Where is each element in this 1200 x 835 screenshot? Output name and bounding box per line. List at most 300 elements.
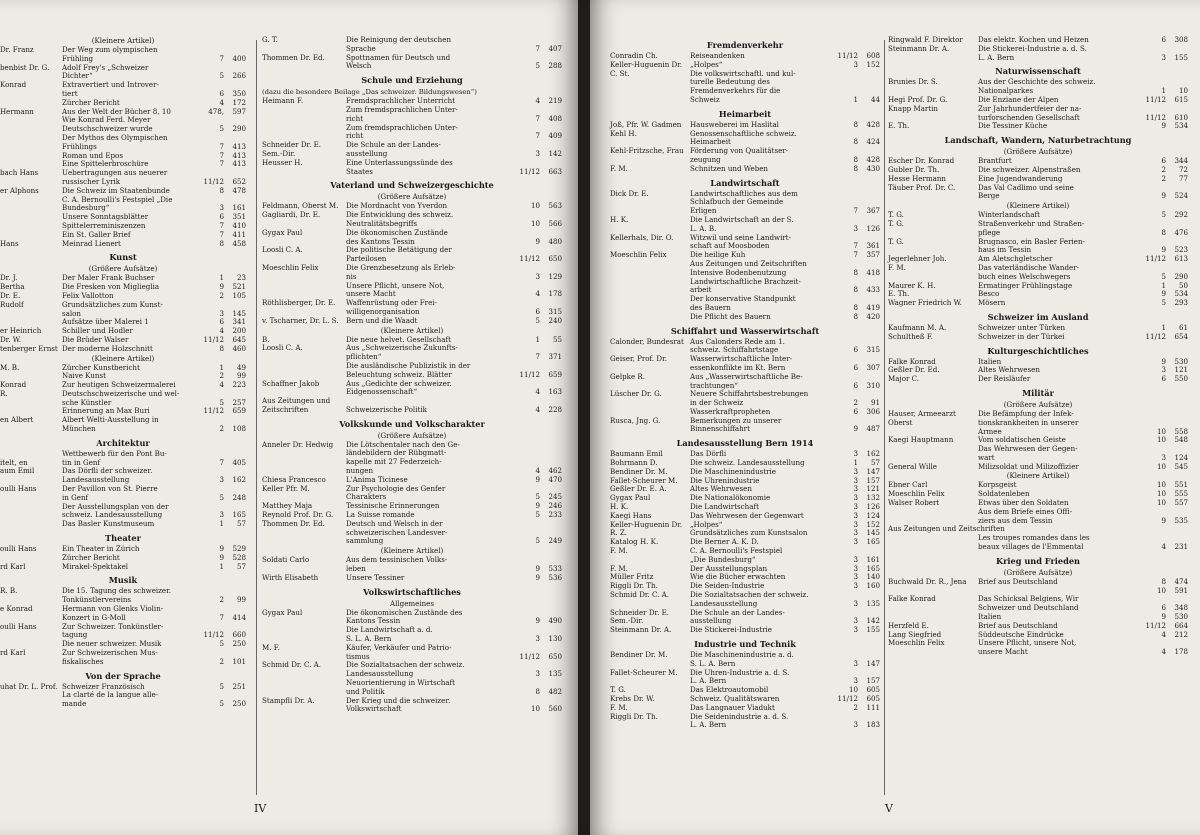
- entry-title: München: [62, 424, 96, 434]
- entry-issue-number: 1: [853, 458, 858, 468]
- entry-author: R. Z.: [610, 528, 627, 538]
- entry-title: in Genf: [62, 492, 89, 502]
- entry-title: Straßenverkehr und Straßen-: [978, 218, 1085, 228]
- entry-page-number: 50: [1178, 280, 1188, 290]
- entry-title: Schiller und Hodler: [62, 326, 133, 336]
- entry-page-number: 23: [236, 273, 246, 283]
- entry-author: T. G.: [610, 685, 626, 695]
- index-entry: [610, 165, 880, 174]
- entry-author: Fallet-Scheurer M.: [610, 667, 678, 677]
- entry-issue-number: 3: [853, 502, 858, 512]
- entry-author: rd Karl: [0, 648, 26, 658]
- index-entry: [0, 390, 246, 399]
- entry-title: Mirakel-Spektakel: [62, 561, 129, 571]
- entry-title: Armee: [978, 426, 1002, 436]
- index-entry: [262, 124, 562, 133]
- entry-title: salon: [62, 308, 81, 318]
- entry-issue-number: 7: [535, 113, 540, 123]
- index-entry: [262, 574, 562, 583]
- entry-page-number: 290: [232, 124, 246, 134]
- index-entry: [262, 282, 562, 291]
- entry-author: Schmid Dr. C. A.: [610, 590, 670, 600]
- entry-title: Frühling: [62, 53, 94, 63]
- entry-page-number: 121: [866, 484, 880, 494]
- index-entry: [262, 168, 562, 177]
- entry-page-number: 529: [232, 544, 246, 554]
- index-entry: [0, 658, 246, 667]
- entry-issue-number: 11/12: [519, 651, 540, 661]
- entry-page-number: 165: [232, 510, 246, 520]
- entry-issue-number: 1: [219, 519, 224, 529]
- entry-title: Die Stickerei-Industrie: [690, 625, 772, 635]
- entry-title: turforschenden Gesellschaft: [978, 112, 1080, 122]
- section-heading: Volkskunde und Volkscharakter: [339, 418, 485, 429]
- entry-title: schaft auf Moosboden: [690, 241, 770, 251]
- entry-title: L'Anima Ticinese: [346, 474, 408, 484]
- entry-issue-number: 2: [853, 702, 858, 712]
- entry-issue-number: 11/12: [203, 630, 224, 640]
- entry-issue-number: 3: [853, 581, 858, 591]
- index-entry: [0, 450, 246, 459]
- entry-page-number: 57: [236, 519, 246, 529]
- entry-title: tagung: [62, 630, 88, 640]
- entry-author: Keller Pfr. M.: [262, 483, 310, 493]
- section-heading: Schule und Erziehung: [361, 75, 463, 86]
- entry-issue-number: 9: [1161, 612, 1166, 622]
- entry-title: L. A. Bern: [690, 676, 727, 686]
- index-entry: [888, 419, 1188, 428]
- entry-page-number: 413: [232, 159, 246, 169]
- entry-title: Der Maler Frank Buchser: [62, 273, 155, 283]
- entry-title: Zum fremdsprachlichen Unter-: [346, 104, 458, 114]
- entry-title: Die ausländische Publizistik in der: [346, 360, 471, 370]
- entry-author: Kellerhals, Dir. O.: [610, 232, 674, 242]
- entry-issue-number: 4: [535, 387, 540, 397]
- entry-issue-number: 1: [219, 273, 224, 283]
- section-heading: Kunst: [109, 252, 137, 263]
- entry-issue-number: 11/12: [203, 334, 224, 344]
- entry-title: tiert: [62, 88, 78, 98]
- entry-author: Bertha: [0, 282, 25, 292]
- entry-title: Süddeutsche Eindrücke: [978, 629, 1064, 639]
- entry-author: T. G.: [888, 210, 904, 220]
- entry-page-number: 407: [548, 43, 562, 53]
- entry-title: Unsere Sonntagsblätter: [62, 212, 149, 222]
- entry-author: benbist Dr. G.: [0, 62, 50, 72]
- entry-issue-number: 5: [219, 639, 224, 649]
- entry-issue-number: 9: [535, 616, 540, 626]
- entry-page-number: 111: [866, 702, 880, 712]
- entry-author: M. F.: [262, 642, 280, 652]
- entry-page-number: 172: [232, 97, 246, 107]
- entry-issue-number: 5: [535, 536, 540, 546]
- entry-page-number: 308: [1174, 35, 1188, 44]
- entry-title: Zum fremdsprachlichen Unter-: [346, 122, 458, 132]
- entry-title: Kantons Tessin: [346, 616, 401, 626]
- entry-title: Zur Psychologie des Genfer: [346, 483, 446, 493]
- entry-author: Loosli C. A.: [262, 343, 303, 353]
- entry-page-number: 140: [866, 572, 880, 582]
- entry-issue-number: 4: [1161, 629, 1166, 639]
- entry-title: Ein Theater in Zürich: [62, 544, 140, 554]
- entry-title: Winterlandschaft: [978, 210, 1040, 220]
- index-entry: [888, 463, 1188, 472]
- entry-author: itelt, en: [0, 457, 28, 467]
- entry-page-number: 145: [232, 308, 246, 318]
- entry-title: Genossenschaftliche schweiz.: [690, 128, 797, 138]
- entry-title: Altes Wehrwesen: [690, 484, 752, 494]
- index-entry: [888, 122, 1188, 131]
- entry-page-number: 157: [866, 676, 880, 686]
- entry-title: Spittelerreminiszenzen: [62, 220, 146, 230]
- entry-page-number: 478: [232, 185, 246, 195]
- entry-title: zeugung: [690, 154, 721, 164]
- section-subheading: (Größere Aufsätze): [1003, 147, 1073, 157]
- entry-title: Zürcher Bericht: [62, 97, 120, 107]
- section-heading: Heimarbeit: [718, 108, 772, 119]
- entry-author: Joß, Pfr. W. Gadmen: [610, 119, 682, 129]
- index-entry: [610, 278, 880, 287]
- entry-author: Hermann: [0, 106, 34, 116]
- index-entry: [888, 184, 1188, 193]
- entry-page-number: 315: [866, 345, 880, 355]
- entry-page-number: 160: [866, 581, 880, 591]
- entry-title: Zur Schweizerischen Mus-: [62, 648, 158, 658]
- entry-title: Wie Konrad Ferd. Meyer: [62, 115, 151, 125]
- entry-issue-number: 11/12: [1145, 94, 1166, 104]
- entry-issue-number: 4: [535, 404, 540, 414]
- entry-issue-number: 11/12: [519, 166, 540, 176]
- entry-title: des Kantons Tessin: [346, 236, 415, 246]
- index-entry: [610, 425, 880, 434]
- entry-page-number: 458: [232, 238, 246, 248]
- entry-page-number: 550: [1174, 374, 1188, 384]
- entry-issue-number: 2: [219, 290, 224, 300]
- entry-page-number: 161: [866, 554, 880, 564]
- entry-author: Moeschlin Felix: [610, 250, 667, 260]
- section-subheading: (Größere Aufsätze): [377, 430, 447, 440]
- entry-issue-number: 7: [535, 43, 540, 53]
- index-entry: [0, 90, 246, 99]
- entry-issue-number: 8: [219, 185, 224, 195]
- entry-author: Jegerlehner Joh.: [888, 254, 947, 264]
- entry-page-number: 310: [866, 380, 880, 390]
- entry-page-number: 315: [548, 306, 562, 316]
- section-subheading: (Größere Aufsätze): [88, 264, 158, 274]
- entry-issue-number: 4: [535, 96, 540, 106]
- entry-page-number: 105: [232, 290, 246, 300]
- section-heading: Kulturgeschichtliches: [987, 345, 1089, 356]
- entry-title: arbeit: [690, 285, 712, 295]
- index-entry: [0, 691, 246, 700]
- entry-title: Konzert in G-Moll: [62, 612, 126, 622]
- index-entry: [0, 649, 246, 658]
- entry-title: Das Dörfli: [690, 449, 727, 459]
- entry-author: Wirth Elisabeth: [262, 572, 319, 582]
- entry-author: Conradin Ch.: [610, 51, 658, 60]
- entry-title: buch eines Welschwegers: [978, 271, 1071, 281]
- entry-page-number: 142: [548, 148, 562, 158]
- entry-issue-number: 9: [219, 552, 224, 562]
- entry-author: Soldati Carlo: [262, 555, 310, 565]
- entry-issue-number: 6: [1161, 156, 1166, 166]
- entry-title: Eine Jugendwanderung: [978, 173, 1063, 183]
- index-entry: [888, 238, 1188, 247]
- index-entry: [0, 520, 246, 529]
- entry-author: Dr. W.: [0, 334, 22, 344]
- index-entry: [262, 406, 562, 415]
- entry-author: Krebs Dr. W.: [610, 694, 655, 703]
- entry-author: Oberst: [888, 417, 913, 427]
- entry-title: Die Brüder Walser: [62, 334, 129, 344]
- entry-page-number: 155: [1174, 52, 1188, 62]
- entry-title: Die Maschinenindustrie a. d.: [690, 650, 794, 660]
- section-heading: Industrie und Technik: [694, 639, 796, 650]
- index-entry: [262, 458, 562, 467]
- index-entry: [0, 700, 246, 709]
- entry-page-number: 548: [1174, 435, 1188, 445]
- entry-issue-number: 9: [1161, 515, 1166, 525]
- entry-title: Schweiz: [690, 94, 720, 104]
- entry-title: Der Mythos des Olympischen: [62, 132, 168, 142]
- entry-author: Aus Zeitungen und Zeitschriften: [888, 524, 1005, 534]
- section-subheading: Allgemeines: [390, 598, 434, 608]
- entry-title: Milizsoldat und Milizoffizier: [978, 461, 1079, 471]
- entry-issue-number: 3: [853, 475, 858, 485]
- index-entry: [0, 283, 246, 292]
- entry-title: kapelle mit 27 Federzeich-: [346, 457, 442, 467]
- entry-issue-number: 8: [853, 267, 858, 277]
- entry-issue-number: 11/12: [1145, 254, 1166, 264]
- entry-author: Matthey Maja: [262, 501, 313, 511]
- entry-author: Hauser, Armeearzt: [888, 408, 956, 418]
- entry-issue-number: 3: [853, 519, 858, 529]
- entry-page-number: 420: [866, 311, 880, 321]
- entry-title: Nationalparkes: [978, 86, 1034, 96]
- entry-title: Zur Schweizer. Tonkünstler-: [62, 621, 164, 631]
- entry-title: Die schweiz. Landesausstellung: [690, 458, 805, 468]
- entry-author: Rudolf: [0, 299, 24, 309]
- entry-title: Die Grenzbesetzung als Erleb-: [346, 262, 456, 272]
- entry-author: Moeschlin Felix: [888, 489, 945, 499]
- index-entry: [262, 609, 562, 618]
- entry-author: Stampfli Dr. A.: [262, 695, 315, 705]
- entry-page-number: 57: [236, 561, 246, 571]
- entry-title: Grundsätzliches zum Kunstsalon: [690, 528, 808, 538]
- entry-title: Hausweberei im Haslital: [690, 119, 779, 129]
- entry-author: Kaegi Hauptmann: [888, 435, 954, 445]
- entry-author: Geßler Dr. E. A.: [610, 484, 667, 494]
- entry-author: Calonder, Bundesrat: [610, 336, 684, 346]
- entry-author: Thommen Dr. Ed.: [262, 518, 325, 528]
- entry-title: Das Val Cadlimo und seine: [978, 182, 1074, 192]
- index-entry: [888, 54, 1188, 63]
- entry-title: schweizerischen Landesver-: [346, 527, 448, 537]
- entry-page-number: 405: [232, 457, 246, 467]
- entry-author: F. M.: [888, 262, 906, 272]
- entry-issue-number: 7: [535, 352, 540, 362]
- entry-title: Die Fresken von Miglieglia: [62, 282, 160, 292]
- entry-issue-number: 7: [219, 53, 224, 63]
- entry-page-number: 129: [548, 271, 562, 281]
- entry-page-number: 645: [232, 334, 246, 344]
- index-entry: [888, 282, 1188, 291]
- index-entry: [262, 344, 562, 353]
- entry-issue-number: 2: [219, 656, 224, 666]
- entry-page-number: 523: [1174, 245, 1188, 255]
- entry-issue-number: 1: [1161, 86, 1166, 96]
- entry-title: Die Befämpfung der Infek-: [978, 408, 1074, 418]
- entry-author: Keller-Huguenin Dr.: [610, 519, 683, 529]
- entry-title: Die Sozialtatsachen der schweiz.: [690, 590, 809, 600]
- index-entry: [888, 333, 1188, 342]
- section-subheading: (Größere Aufsätze): [1003, 399, 1073, 409]
- entry-issue-number: 8: [1161, 227, 1166, 237]
- entry-author: e Konrad: [0, 604, 33, 614]
- section-subheading: (Kleinere Artikel): [380, 546, 444, 556]
- entry-page-number: 433: [866, 285, 880, 295]
- entry-page-number: 361: [866, 241, 880, 251]
- entry-title: Grundsätzliches zum Kunst-: [62, 299, 163, 309]
- entry-title: Korpsgeist: [978, 480, 1017, 490]
- entry-page-number: 536: [548, 572, 562, 582]
- entry-author: v. Tscharner, Dr. L. S.: [262, 315, 339, 325]
- entry-issue-number: 5: [1161, 271, 1166, 281]
- entry-issue-number: 5: [219, 124, 224, 134]
- entry-title: Unsere Pflicht, unsere Not,: [978, 638, 1077, 648]
- entry-issue-number: 3: [853, 572, 858, 582]
- index-column-4: [888, 36, 1188, 657]
- index-entry: [262, 537, 562, 546]
- entry-title: Wie die Bücher erwachten: [690, 572, 786, 582]
- entry-page-number: 400: [232, 53, 246, 63]
- entry-title: Zürcher Bericht: [62, 552, 120, 562]
- entry-author: Lang Siegfried: [888, 629, 942, 639]
- entry-author: Aus Zeitungen und: [262, 396, 331, 406]
- entry-issue-number: 10: [1156, 435, 1166, 445]
- entry-author: er Alphons: [0, 185, 39, 195]
- index-entry: [0, 134, 246, 143]
- entry-author: Sem.-Dir.: [610, 616, 644, 626]
- entry-title: leben: [346, 564, 366, 574]
- entry-author: Röthlisberger, Dr. E.: [262, 298, 336, 308]
- index-entry: [0, 64, 246, 73]
- entry-title: Der konservative Standpunkt: [690, 294, 796, 304]
- entry-title: und Politik: [346, 686, 385, 696]
- entry-author: E. Th.: [888, 121, 910, 131]
- entry-issue-number: 2: [219, 424, 224, 434]
- entry-title: Schweiz. Qualitätswaren: [690, 694, 780, 703]
- entry-issue-number: 3: [853, 616, 858, 626]
- entry-author: R.: [0, 388, 8, 398]
- entry-author: Walser Robert: [888, 498, 940, 508]
- entry-issue-number: 9: [219, 282, 224, 292]
- entry-page-number: 165: [866, 563, 880, 573]
- entry-page-number: 535: [1174, 515, 1188, 525]
- entry-title: Brantfurt: [978, 156, 1012, 166]
- section-heading: Landschaft, Wandern, Naturbetrachtung: [944, 135, 1132, 146]
- entry-page-number: 155: [866, 625, 880, 635]
- entry-title: Beleuchtung schweiz. Blätter: [346, 369, 452, 379]
- entry-issue-number: 7: [853, 206, 858, 216]
- right-page: [590, 0, 1200, 835]
- entry-issue-number: 3: [1161, 452, 1166, 462]
- entry-title: Das Wehrwesen der Gegenwart: [690, 510, 804, 520]
- index-column-3: [610, 36, 880, 730]
- entry-page-number: 10: [1178, 86, 1188, 96]
- entry-page-number: 223: [232, 380, 246, 390]
- entry-title: Der Pavillon von St. Pierre: [62, 484, 158, 494]
- index-entry: [262, 556, 562, 565]
- entry-page-number: 480: [548, 236, 562, 246]
- section-heading: Schiffahrt und Wasserwirtschaft: [670, 325, 820, 336]
- entry-author: Gelpke R.: [610, 371, 646, 381]
- section-heading: Musik: [108, 575, 138, 586]
- entry-title: Aus dem Briefe eines Offi-: [978, 506, 1073, 516]
- entry-page-number: 142: [866, 616, 880, 626]
- entry-title: sche Künstler: [62, 397, 112, 407]
- entry-page-number: 293: [1174, 298, 1188, 308]
- entry-title: Die Seiden-Industrie: [690, 581, 765, 591]
- index-entry: [262, 679, 562, 688]
- entry-title: Altes Wehrwesen: [978, 365, 1040, 375]
- index-entry: [888, 78, 1188, 87]
- entry-author: Gygax Paul: [610, 493, 651, 503]
- entry-page-number: 470: [548, 474, 562, 484]
- entry-page-number: 121: [1174, 365, 1188, 375]
- entry-page-number: 351: [232, 212, 246, 222]
- entry-page-number: 251: [232, 681, 246, 691]
- entry-issue-number: 3: [535, 271, 540, 281]
- entry-page-number: 341: [232, 317, 246, 327]
- entry-title: Das Langnauer Viadukt: [690, 702, 775, 712]
- index-entry: [0, 485, 246, 494]
- entry-issue-number: 6: [853, 362, 858, 372]
- entry-author: Gygax Paul: [262, 227, 303, 237]
- entry-title: Das Schicksal Belgiens, Wir: [978, 594, 1079, 604]
- entry-issue-number: 4: [219, 326, 224, 336]
- entry-issue-number: 11/12: [1145, 112, 1166, 122]
- entry-issue-number: 3: [853, 563, 858, 573]
- index-entry: [0, 545, 246, 554]
- entry-page-number: 124: [1174, 452, 1188, 462]
- entry-issue-number: 3: [853, 449, 858, 459]
- entry-page-number: 44: [870, 94, 880, 104]
- entry-issue-number: 9: [535, 572, 540, 582]
- entry-title: Schlafbuch der Gemeinde: [690, 197, 784, 207]
- entry-title: L. A. B.: [690, 223, 717, 233]
- entry-title: ländebildern der Rübgmatt-: [346, 448, 447, 458]
- entry-page-number: 183: [866, 720, 880, 730]
- entry-title: ausstellung: [690, 616, 732, 626]
- entry-page-number: 91: [870, 398, 880, 408]
- entry-title: Die volkswirtschaftl. und kul-: [690, 68, 796, 78]
- entry-title: Extravertiert und Introver-: [62, 80, 159, 90]
- entry-title: Les troupes romandes dans les: [978, 533, 1090, 543]
- entry-issue-number: 6: [219, 317, 224, 327]
- entry-title: Schweizer unter Türken: [978, 322, 1066, 332]
- entry-page-number: 130: [548, 634, 562, 644]
- entry-issue-number: 9: [535, 501, 540, 511]
- entry-author: Kaufmann M. A.: [888, 322, 947, 332]
- entry-author: Bendiner Dr. M.: [610, 466, 668, 476]
- entry-page-number: 306: [866, 406, 880, 416]
- entry-page-number: 266: [232, 71, 246, 81]
- entry-author: Konrad: [0, 380, 27, 390]
- index-entry: [610, 130, 880, 139]
- entry-author: Moeschlin Felix: [262, 262, 319, 272]
- section-heading: Volkswirtschaftliches: [363, 586, 461, 597]
